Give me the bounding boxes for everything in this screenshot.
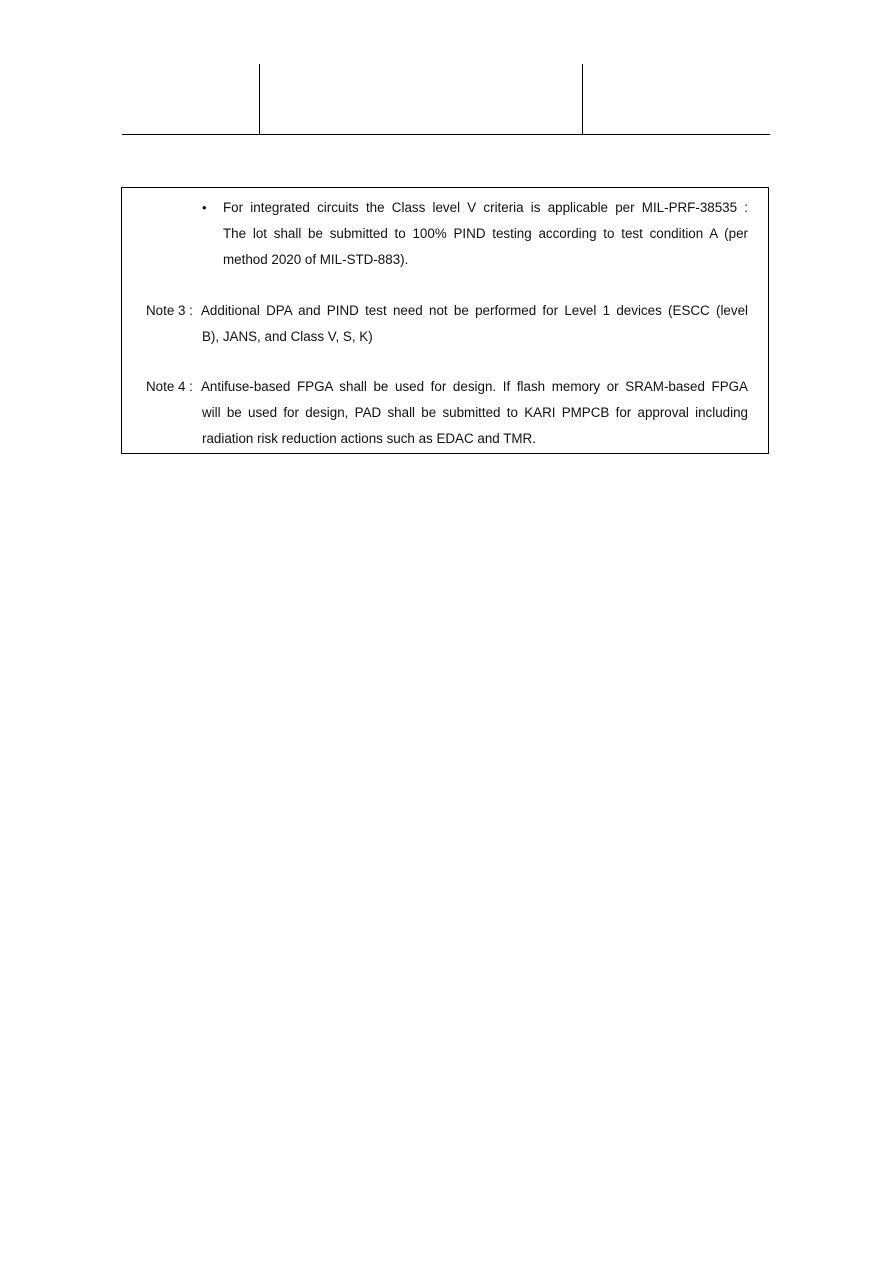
page-header-table — [122, 64, 770, 135]
header-cell-left — [122, 64, 259, 134]
note4-line-2: will be used for design, PAD shall be submitted to KARI PMPCB for approval including — [202, 405, 748, 420]
note4-line-1: Antifuse-based FPGA shall be used for design. If flash memory or SRAM-based FPGA — [201, 379, 748, 394]
header-cell-right — [582, 64, 771, 134]
bullet-line-1: For integrated circuits the Class level V criteria is applicable per MIL-PRF-38535 : — [223, 200, 748, 215]
note4-label: Note 4 : — [146, 379, 193, 394]
note4-line-3: radiation risk reduction actions such as EDAC and TMR. — [202, 431, 536, 446]
header-cell-middle — [259, 64, 583, 134]
bullet-line-2: The lot shall be submitted to 100% PIND testing according to test condition A (per — [223, 226, 748, 241]
note3-line-2: B), JANS, and Class V, S, K) — [202, 329, 373, 344]
note3-label: Note 3 : — [146, 303, 193, 318]
note3-line-1: Additional DPA and PIND test need not be performed for Level 1 devices (ESCC (level — [201, 303, 748, 318]
bullet-marker: • — [202, 200, 207, 215]
bullet-line-3: method 2020 of MIL-STD-883). — [223, 252, 409, 267]
notes-box — [121, 187, 769, 454]
